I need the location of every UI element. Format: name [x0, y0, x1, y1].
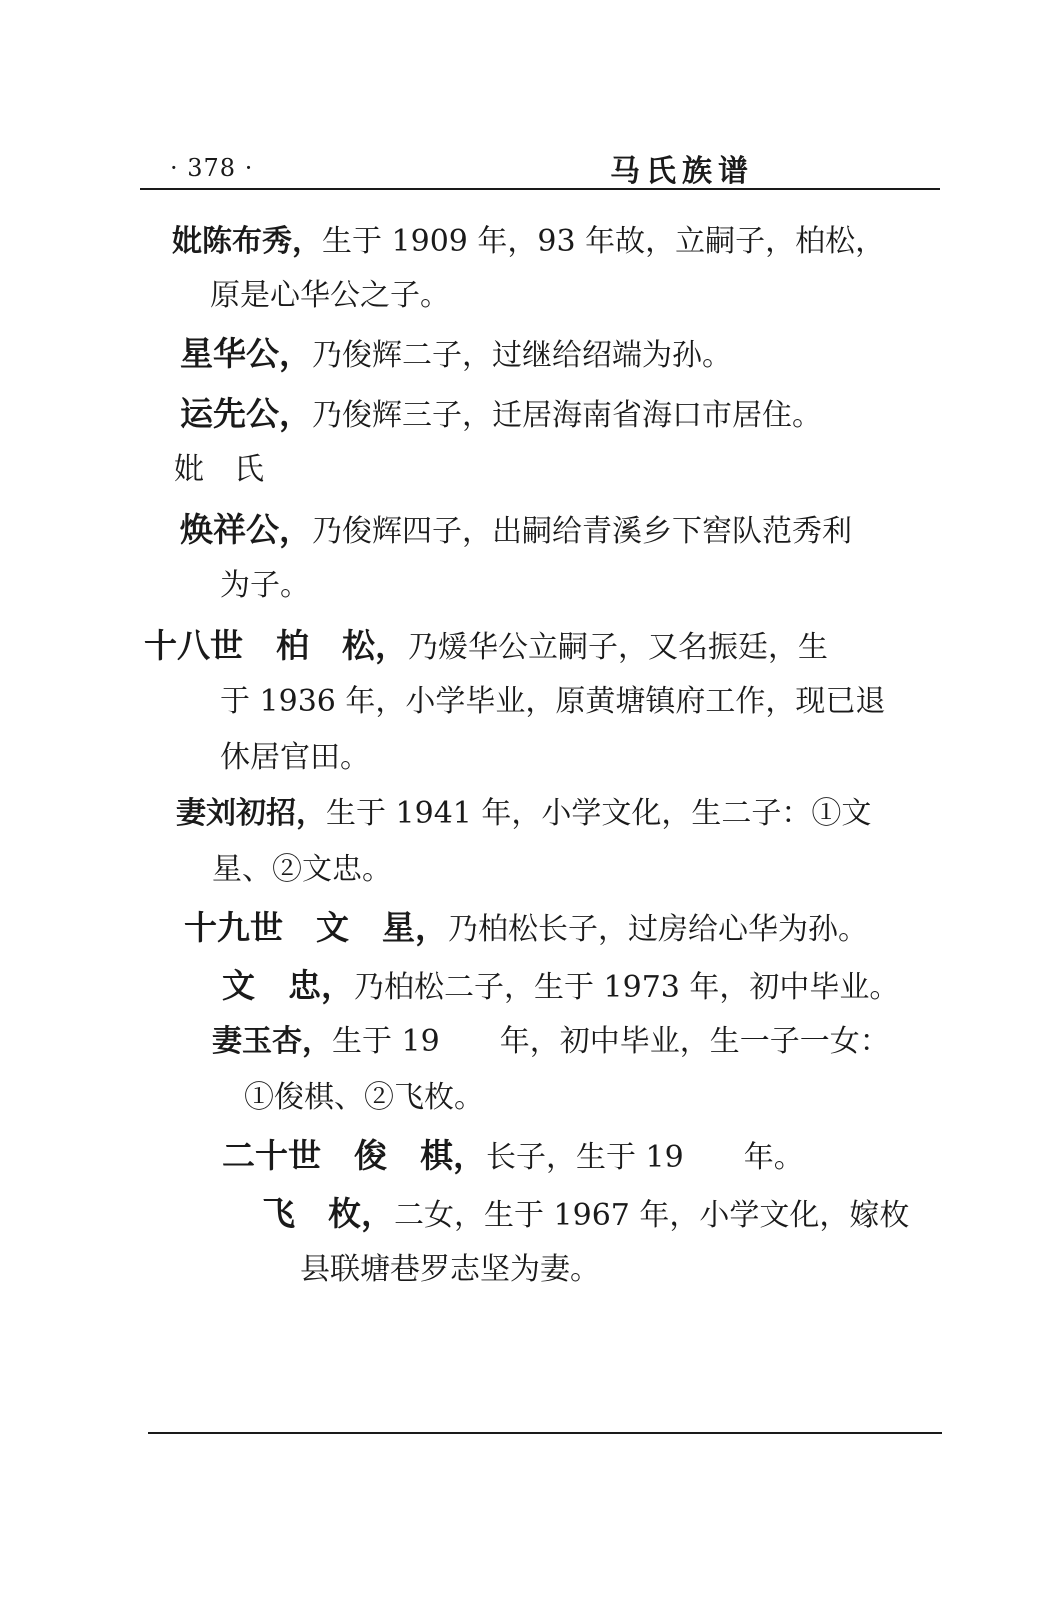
entry-text: 为子。 [220, 568, 310, 603]
entry-name: 二十世 俊 棋， [222, 1136, 486, 1175]
page-header [140, 142, 940, 188]
entry-text: 乃柏松二子，生于 1973 年，初中毕业。 [354, 970, 900, 1005]
text-line [220, 566, 310, 606]
entry-text: 生于 1909 年，93 年故，立嗣子，柏松， [322, 224, 886, 259]
text-line [222, 1136, 804, 1178]
text-line [220, 682, 885, 722]
page-number: · 378 · [170, 154, 254, 182]
entry-name: 焕祥公， [180, 510, 312, 549]
entry-text: 于 1936 年，小学毕业，原黄塘镇府工作，现已退 [220, 684, 886, 719]
entry-text: 县联塘巷罗志坚为妻。 [300, 1252, 600, 1287]
entry-text: 乃俊辉三子，迁居海南省海口市居住。 [312, 398, 822, 433]
entry-text: 原是心华公之子。 [210, 278, 450, 313]
book-title: 马氏族谱 [610, 154, 754, 189]
footer-rule [148, 1432, 942, 1434]
entry-name: 运先公， [180, 394, 312, 433]
entry-text: 长子，生于 19 年。 [486, 1140, 804, 1175]
text-line [300, 1250, 600, 1290]
text-line [180, 394, 822, 436]
text-line [180, 510, 852, 552]
entry-name: 十八世 柏 松， [144, 626, 408, 665]
entry-name: 妻玉杏， [212, 1024, 332, 1059]
text-line [210, 276, 450, 316]
text-line [174, 450, 264, 490]
text-line [176, 794, 871, 834]
entry-name: 妣 氏 [174, 452, 264, 487]
entry-name: 妣陈布秀， [172, 224, 322, 259]
entry-text: ①俊棋、②飞枚。 [244, 1080, 484, 1115]
entry-text: 生于 19 年，初中毕业，生一子一女： [332, 1024, 890, 1059]
text-line [144, 626, 828, 668]
entry-name: 星华公， [180, 334, 312, 373]
entry-text: 休居官田。 [220, 740, 370, 775]
text-line [212, 850, 392, 890]
entry-name: 飞 枚， [262, 1194, 394, 1233]
entry-name: 文 忠， [222, 966, 354, 1005]
entry-text: 生于 1941 年，小学文化，生二子：①文 [326, 796, 872, 831]
text-line [262, 1194, 909, 1236]
text-line [180, 334, 732, 376]
entry-text: 乃俊辉四子，出嗣给青溪乡下窖队范秀利 [312, 514, 852, 549]
text-line [222, 966, 899, 1008]
entry-text: 星、②文忠。 [212, 852, 392, 887]
entry-name: 妻刘初招， [176, 796, 326, 831]
entry-text: 乃煖华公立嗣子，又名振廷，生 [408, 630, 828, 665]
text-line [212, 1022, 890, 1062]
entry-name: 十九世 文 星， [184, 908, 448, 947]
text-line [172, 222, 885, 262]
entry-text: 乃柏松长子，过房给心华为孙。 [448, 912, 868, 947]
header-rule [140, 188, 940, 190]
text-line [244, 1078, 484, 1118]
entry-text: 二女，生于 1967 年，小学文化，嫁枚 [394, 1198, 910, 1233]
text-line [184, 908, 868, 950]
text-line [220, 738, 370, 778]
entry-text: 乃俊辉二子，过继给绍端为孙。 [312, 338, 732, 373]
